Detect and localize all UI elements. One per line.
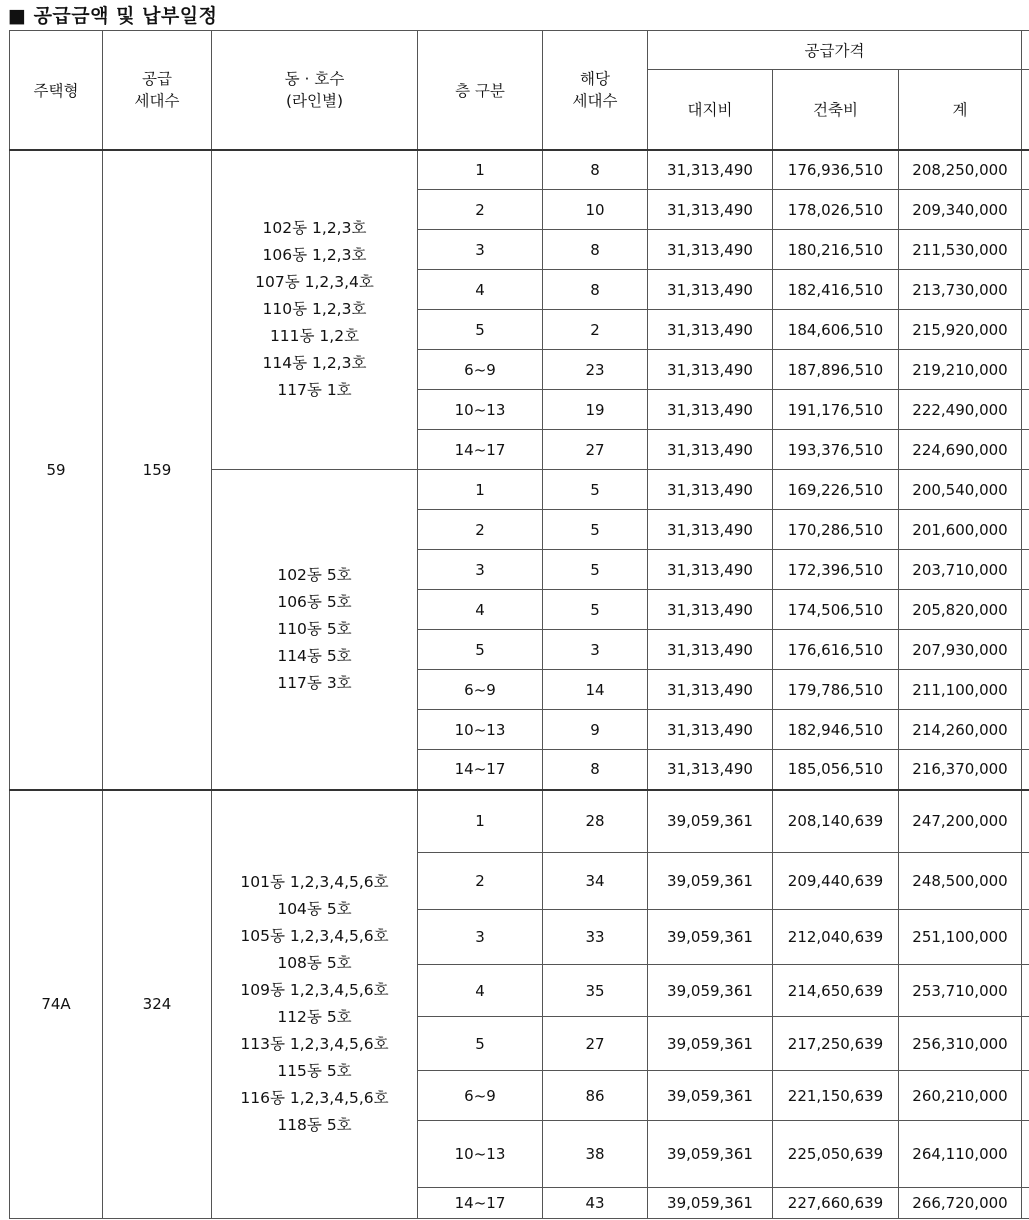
cell-supply-units: 324 bbox=[103, 790, 212, 1219]
cell-land: 31,313,490 bbox=[648, 630, 773, 670]
cell-land: 39,059,361 bbox=[648, 1071, 773, 1121]
cell-building: 214,650,639 bbox=[773, 965, 899, 1017]
cell-land: 39,059,361 bbox=[648, 790, 773, 853]
cell-building: 185,056,510 bbox=[773, 750, 899, 790]
cell-cutoff bbox=[1022, 230, 1029, 270]
cell-building: 221,150,639 bbox=[773, 1071, 899, 1121]
dong-ho-line: 114동 5호 bbox=[277, 646, 352, 665]
cell-building: 180,216,510 bbox=[773, 230, 899, 270]
cell-total: 247,200,000 bbox=[899, 790, 1022, 853]
cell-building: 178,026,510 bbox=[773, 190, 899, 230]
cell-floor: 2 bbox=[418, 190, 543, 230]
cell-floor: 2 bbox=[418, 853, 543, 910]
cell-total: 219,210,000 bbox=[899, 350, 1022, 390]
cell-units: 8 bbox=[543, 150, 648, 190]
dong-ho-line: 116동 1,2,3,4,5,6호 bbox=[240, 1089, 389, 1108]
cell-units: 8 bbox=[543, 230, 648, 270]
cell-land: 31,313,490 bbox=[648, 710, 773, 750]
cell-total: 213,730,000 bbox=[899, 270, 1022, 310]
dong-ho-line: 110동 1,2,3호 bbox=[262, 300, 367, 319]
cell-units: 5 bbox=[543, 590, 648, 630]
header-floor: 층 구분 bbox=[418, 31, 543, 150]
cell-floor: 6~9 bbox=[418, 1071, 543, 1121]
cell-units: 33 bbox=[543, 910, 648, 965]
cell-building: 182,946,510 bbox=[773, 710, 899, 750]
cell-floor: 5 bbox=[418, 1017, 543, 1071]
cell-land: 31,313,490 bbox=[648, 750, 773, 790]
cell-floor: 10~13 bbox=[418, 390, 543, 430]
cell-units: 35 bbox=[543, 965, 648, 1017]
dong-ho-line: 109동 1,2,3,4,5,6호 bbox=[240, 981, 389, 1000]
cell-land: 31,313,490 bbox=[648, 390, 773, 430]
dong-ho-line: 117동 1호 bbox=[277, 381, 352, 400]
dong-ho-line: 104동 5호 bbox=[277, 900, 352, 919]
cell-supply-units: 159 bbox=[103, 150, 212, 790]
cell-floor: 2 bbox=[418, 510, 543, 550]
cell-cutoff bbox=[1022, 350, 1029, 390]
cell-land: 31,313,490 bbox=[648, 510, 773, 550]
cell-building: 217,250,639 bbox=[773, 1017, 899, 1071]
cell-building: 179,786,510 bbox=[773, 670, 899, 710]
cell-floor: 10~13 bbox=[418, 710, 543, 750]
cell-total: 264,110,000 bbox=[899, 1121, 1022, 1188]
dong-ho-line: 106동 1,2,3호 bbox=[262, 246, 367, 265]
table-body bbox=[10, 150, 1029, 1219]
cell-cutoff bbox=[1022, 390, 1029, 430]
cell-cutoff bbox=[1022, 310, 1029, 350]
cell-units: 2 bbox=[543, 310, 648, 350]
cell-cutoff bbox=[1022, 965, 1029, 1017]
dong-ho-line: 102동 5호 bbox=[277, 565, 352, 584]
cell-floor: 10~13 bbox=[418, 1121, 543, 1188]
cell-building: 193,376,510 bbox=[773, 430, 899, 470]
cell-total: 203,710,000 bbox=[899, 550, 1022, 590]
cell-land: 31,313,490 bbox=[648, 150, 773, 190]
cell-building: 208,140,639 bbox=[773, 790, 899, 853]
cell-floor: 3 bbox=[418, 910, 543, 965]
dong-ho-line: 101동 1,2,3,4,5,6호 bbox=[240, 873, 389, 892]
dong-ho-line: 107동 1,2,3,4호 bbox=[255, 273, 374, 292]
dong-ho-line: 110동 5호 bbox=[277, 619, 352, 638]
cell-cutoff bbox=[1022, 853, 1029, 910]
cell-units: 19 bbox=[543, 390, 648, 430]
cell-building: 209,440,639 bbox=[773, 853, 899, 910]
cell-type: 59 bbox=[10, 150, 103, 790]
cell-total: 214,260,000 bbox=[899, 710, 1022, 750]
cell-building: 212,040,639 bbox=[773, 910, 899, 965]
cell-total: 205,820,000 bbox=[899, 590, 1022, 630]
cell-floor: 3 bbox=[418, 550, 543, 590]
cell-floor: 1 bbox=[418, 790, 543, 853]
cell-total: 216,370,000 bbox=[899, 750, 1022, 790]
dong-ho-line: 115동 5호 bbox=[277, 1062, 352, 1081]
cell-cutoff bbox=[1022, 270, 1029, 310]
cell-land: 31,313,490 bbox=[648, 270, 773, 310]
cell-units: 23 bbox=[543, 350, 648, 390]
cell-floor: 1 bbox=[418, 470, 543, 510]
cell-land: 39,059,361 bbox=[648, 1188, 773, 1219]
cell-total: 253,710,000 bbox=[899, 965, 1022, 1017]
cell-units: 27 bbox=[543, 1017, 648, 1071]
cell-cutoff bbox=[1022, 190, 1029, 230]
cell-cutoff bbox=[1022, 550, 1029, 590]
cell-building: 191,176,510 bbox=[773, 390, 899, 430]
cell-total: 251,100,000 bbox=[899, 910, 1022, 965]
cell-cutoff bbox=[1022, 590, 1029, 630]
cell-floor: 3 bbox=[418, 230, 543, 270]
dong-ho-line: 117동 3호 bbox=[277, 673, 352, 692]
cell-total: 222,490,000 bbox=[899, 390, 1022, 430]
cell-dong-ho-lines bbox=[212, 150, 418, 470]
cell-floor: 4 bbox=[418, 590, 543, 630]
cell-land: 31,313,490 bbox=[648, 430, 773, 470]
cell-cutoff bbox=[1022, 510, 1029, 550]
cell-dong-ho-lines bbox=[212, 790, 418, 1219]
dong-ho-line: 106동 5호 bbox=[277, 592, 352, 611]
cell-floor: 5 bbox=[418, 630, 543, 670]
cell-floor: 4 bbox=[418, 270, 543, 310]
cell-total: 200,540,000 bbox=[899, 470, 1022, 510]
cell-land: 39,059,361 bbox=[648, 1121, 773, 1188]
header-supply-units: 공급 세대수 bbox=[103, 31, 212, 150]
cell-type: 74A bbox=[10, 790, 103, 1219]
cell-land: 31,313,490 bbox=[648, 670, 773, 710]
supply-price-table bbox=[9, 30, 1029, 1219]
cell-floor: 4 bbox=[418, 965, 543, 1017]
cell-building: 172,396,510 bbox=[773, 550, 899, 590]
cell-building: 176,616,510 bbox=[773, 630, 899, 670]
cell-cutoff bbox=[1022, 150, 1029, 190]
cell-units: 5 bbox=[543, 550, 648, 590]
section-title: ■ 공급금액 및 납부일정 bbox=[8, 5, 218, 27]
cell-land: 31,313,490 bbox=[648, 550, 773, 590]
cell-building: 176,936,510 bbox=[773, 150, 899, 190]
cell-land: 31,313,490 bbox=[648, 310, 773, 350]
cell-building: 169,226,510 bbox=[773, 470, 899, 510]
cell-total: 211,530,000 bbox=[899, 230, 1022, 270]
cell-total: 224,690,000 bbox=[899, 430, 1022, 470]
cell-total: 208,250,000 bbox=[899, 150, 1022, 190]
cell-units: 9 bbox=[543, 710, 648, 750]
dong-ho-line: 111동 1,2호 bbox=[269, 327, 360, 346]
header-supply-price: 공급가격 bbox=[648, 31, 1022, 70]
cell-building: 184,606,510 bbox=[773, 310, 899, 350]
header-units: 해당 세대수 bbox=[543, 31, 648, 150]
dong-ho-line: 102동 1,2,3호 bbox=[262, 219, 367, 238]
header-land: 대지비 bbox=[648, 70, 773, 150]
cell-floor: 14~17 bbox=[418, 1188, 543, 1219]
cell-total: 209,340,000 bbox=[899, 190, 1022, 230]
cell-cutoff bbox=[1022, 670, 1029, 710]
cell-land: 31,313,490 bbox=[648, 590, 773, 630]
cell-building: 225,050,639 bbox=[773, 1121, 899, 1188]
cell-total: 248,500,000 bbox=[899, 853, 1022, 910]
cell-floor: 14~17 bbox=[418, 430, 543, 470]
cell-floor: 1 bbox=[418, 150, 543, 190]
cell-units: 8 bbox=[543, 750, 648, 790]
cell-cutoff bbox=[1022, 1121, 1029, 1188]
cell-units: 3 bbox=[543, 630, 648, 670]
cell-floor: 5 bbox=[418, 310, 543, 350]
dong-ho-line: 105동 1,2,3,4,5,6호 bbox=[240, 927, 389, 946]
cell-land: 31,313,490 bbox=[648, 470, 773, 510]
cell-units: 34 bbox=[543, 853, 648, 910]
dong-ho-line: 113동 1,2,3,4,5,6호 bbox=[240, 1035, 389, 1054]
cell-land: 31,313,490 bbox=[648, 230, 773, 270]
cell-cutoff bbox=[1022, 1017, 1029, 1071]
cell-units: 5 bbox=[543, 470, 648, 510]
table-header bbox=[10, 31, 1029, 150]
cell-units: 27 bbox=[543, 430, 648, 470]
cell-cutoff bbox=[1022, 1071, 1029, 1121]
cell-building: 174,506,510 bbox=[773, 590, 899, 630]
cell-units: 38 bbox=[543, 1121, 648, 1188]
header-cutoff bbox=[1022, 31, 1029, 70]
cell-total: 260,210,000 bbox=[899, 1071, 1022, 1121]
cell-cutoff bbox=[1022, 470, 1029, 510]
cell-units: 28 bbox=[543, 790, 648, 853]
cell-floor: 6~9 bbox=[418, 670, 543, 710]
cell-building: 170,286,510 bbox=[773, 510, 899, 550]
cell-dong-ho-lines bbox=[212, 470, 418, 790]
cell-land: 39,059,361 bbox=[648, 853, 773, 910]
cell-total: 256,310,000 bbox=[899, 1017, 1022, 1071]
cell-cutoff bbox=[1022, 750, 1029, 790]
cell-total: 201,600,000 bbox=[899, 510, 1022, 550]
cell-cutoff bbox=[1022, 630, 1029, 670]
cell-units: 86 bbox=[543, 1071, 648, 1121]
cell-floor: 14~17 bbox=[418, 750, 543, 790]
header-dong-ho: 동 · 호수 (라인별) bbox=[212, 31, 418, 150]
cell-cutoff bbox=[1022, 710, 1029, 750]
table-row bbox=[10, 790, 1029, 853]
cell-cutoff bbox=[1022, 910, 1029, 965]
header-cutoff bbox=[1022, 70, 1029, 150]
cell-units: 10 bbox=[543, 190, 648, 230]
table-row bbox=[10, 150, 1029, 190]
cell-cutoff bbox=[1022, 790, 1029, 853]
header-total: 계 bbox=[899, 70, 1022, 150]
cell-total: 266,720,000 bbox=[899, 1188, 1022, 1219]
cell-land: 39,059,361 bbox=[648, 910, 773, 965]
cell-total: 207,930,000 bbox=[899, 630, 1022, 670]
dong-ho-line: 114동 1,2,3호 bbox=[262, 354, 367, 373]
cell-land: 39,059,361 bbox=[648, 1017, 773, 1071]
cell-building: 227,660,639 bbox=[773, 1188, 899, 1219]
dong-ho-line: 108동 5호 bbox=[277, 954, 352, 973]
cell-units: 14 bbox=[543, 670, 648, 710]
header-building: 건축비 bbox=[773, 70, 899, 150]
cell-units: 43 bbox=[543, 1188, 648, 1219]
cell-units: 5 bbox=[543, 510, 648, 550]
cell-units: 8 bbox=[543, 270, 648, 310]
dong-ho-line: 112동 5호 bbox=[277, 1008, 352, 1027]
cell-building: 182,416,510 bbox=[773, 270, 899, 310]
cell-land: 31,313,490 bbox=[648, 350, 773, 390]
cell-total: 211,100,000 bbox=[899, 670, 1022, 710]
cell-cutoff bbox=[1022, 1188, 1029, 1219]
cell-land: 39,059,361 bbox=[648, 965, 773, 1017]
cell-cutoff bbox=[1022, 430, 1029, 470]
cell-building: 187,896,510 bbox=[773, 350, 899, 390]
cell-total: 215,920,000 bbox=[899, 310, 1022, 350]
cell-land: 31,313,490 bbox=[648, 190, 773, 230]
header-type: 주택형 bbox=[10, 31, 103, 150]
dong-ho-line: 118동 5호 bbox=[277, 1116, 352, 1135]
cell-floor: 6~9 bbox=[418, 350, 543, 390]
